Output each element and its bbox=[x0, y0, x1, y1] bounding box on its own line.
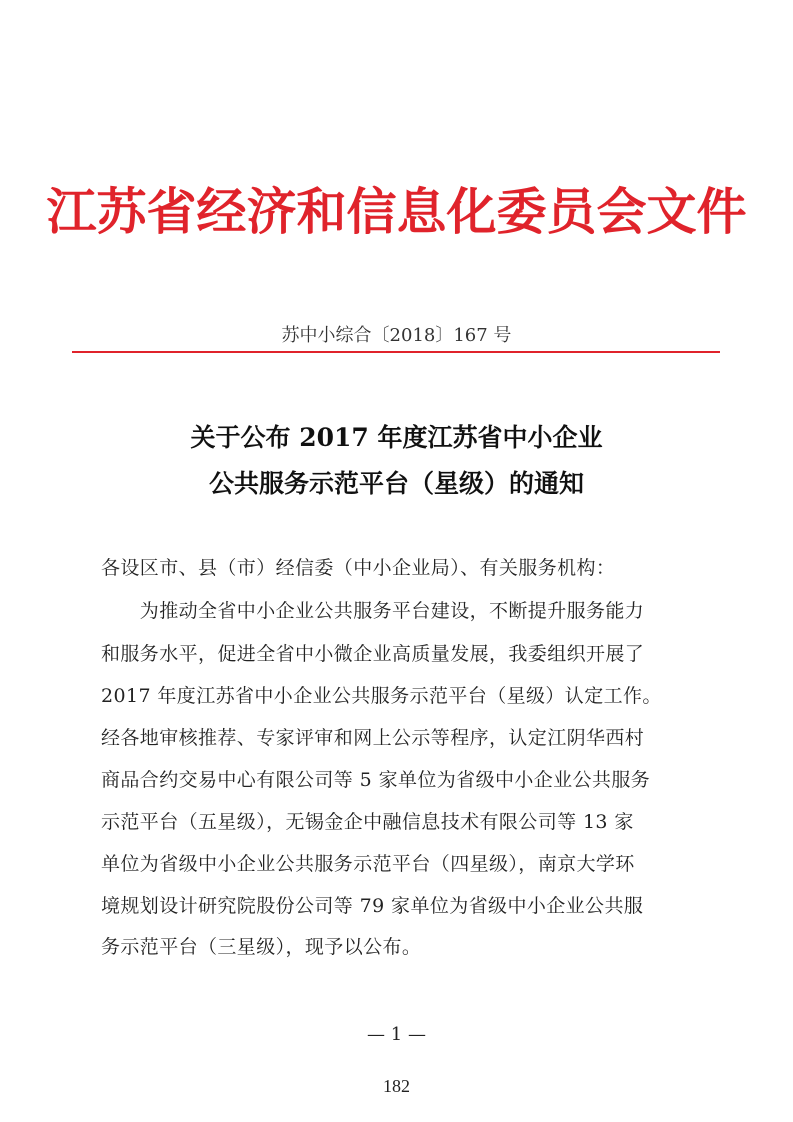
notice-title-line-2: 公共服务示范平台（星级）的通知 bbox=[208, 469, 584, 498]
body-line-9: 务示范平台（三星级），现予以公布。 bbox=[101, 936, 422, 958]
document-number: 苏中小综合〔2018〕167 号 bbox=[281, 325, 512, 346]
document-header-title: 江苏省经济和信息化委员会文件 bbox=[46, 182, 747, 241]
body-line-5: 商品合约交易中心有限公司等 5 家单位为省级中小企业公共服务 bbox=[101, 769, 651, 791]
body-line-8: 境规划设计研究院股份公司等 79 家单位为省级中小企业公共服 bbox=[101, 895, 644, 917]
page-number: — 1 — bbox=[367, 1024, 426, 1045]
body-line-2: 和服务水平，促进全省中小微企业高质量发展，我委组织开展了 bbox=[101, 643, 645, 665]
body-salutation: 各设区市、县（市）经信委（中小企业局）、有关服务机构： bbox=[101, 557, 616, 579]
notice-title-line-1: 关于公布 2017 年度江苏省中小企业 bbox=[190, 423, 603, 452]
body-line-4: 经各地审核推荐、专家评审和网上公示等程序，认定江阴华西村 bbox=[101, 727, 645, 749]
body-line-6: 示范平台（五星级），无锡金企中融信息技术有限公司等 13 家 bbox=[101, 811, 634, 833]
body-line-1: 为推动全省中小企业公共服务平台建设，不断提升服务能力 bbox=[101, 600, 645, 622]
scan-page-number: 182 bbox=[383, 1076, 410, 1096]
red-divider-line bbox=[72, 351, 720, 353]
body-line-3: 2017 年度江苏省中小企业公共服务示范平台（星级）认定工作。 bbox=[101, 685, 662, 707]
body-line-7: 单位为省级中小企业公共服务示范平台（四星级），南京大学环 bbox=[101, 853, 635, 875]
